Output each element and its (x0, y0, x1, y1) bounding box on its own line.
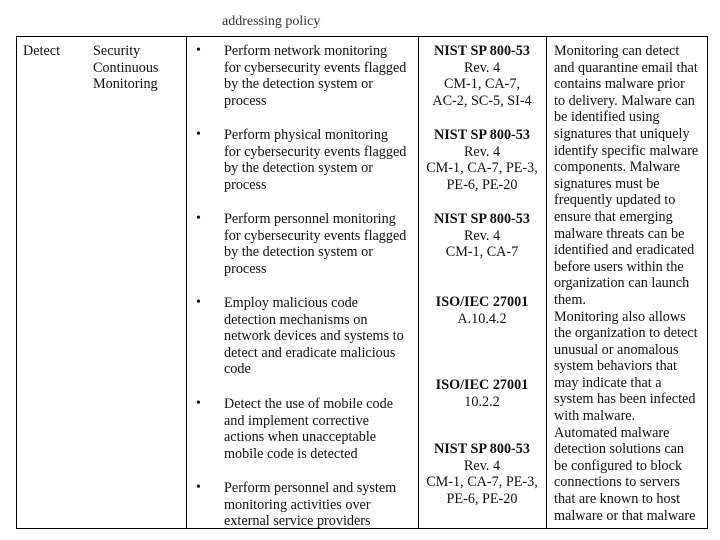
description-line: them. (554, 291, 586, 308)
description-line: malware threats can be (554, 225, 685, 242)
activity-line: network devices and systems to (224, 328, 404, 345)
reference-line: PE-6, PE-20 (446, 176, 518, 193)
activity-item (196, 43, 418, 109)
column-border-description (546, 36, 547, 528)
bullet-icon: • (196, 211, 201, 226)
activity-line: monitoring activities over (224, 496, 371, 513)
description-line: Monitoring also allows (554, 308, 686, 325)
reference-line: Rev. 4 (463, 457, 501, 474)
description-line: unusual or anomalous (554, 341, 679, 358)
activity-item (196, 127, 418, 193)
column-border-right (707, 36, 708, 528)
activity-item (196, 211, 418, 277)
reference-block (419, 377, 545, 410)
reference-block (419, 211, 545, 261)
description-line: identified and eradicated (554, 242, 695, 259)
reference-line: Rev. 4 (463, 227, 501, 244)
activity-line: Perform network monitoring (224, 43, 388, 59)
activity-line: for cybersecurity events flagged (224, 143, 407, 160)
reference-line: CM-1, CA-7, PE-3, (426, 474, 538, 491)
description-line: and quarantine email that (554, 59, 698, 76)
description-line: before users within the (554, 258, 684, 275)
description-line: connections to servers (554, 474, 681, 491)
activity-line: by the detection system or (224, 160, 373, 177)
description-line: system behaviors that (554, 358, 677, 375)
activity-line: Detect the use of mobile code (224, 396, 394, 412)
activity-line: Perform personnel and system (224, 480, 397, 496)
reference-block (419, 127, 545, 193)
description-line: Monitoring can detect (554, 43, 680, 59)
bullet-icon: • (196, 127, 201, 142)
description-line: be identified using (554, 109, 660, 126)
description-line: detection solutions can (554, 441, 685, 458)
bullet-icon: • (196, 480, 201, 495)
description-line: malware or that malware (554, 507, 696, 524)
reference-standard: NIST SP 800-53 (434, 127, 530, 143)
function-cell: Detect (23, 43, 61, 59)
reference-standard: ISO/IEC 27001 (435, 294, 529, 310)
category-line: Continuous (93, 59, 159, 76)
reference-line: Rev. 4 (463, 143, 501, 160)
activity-item (196, 480, 418, 530)
activity-line: process (224, 176, 267, 193)
activity-line: actions when unacceptable (224, 429, 377, 446)
reference-block (419, 43, 545, 109)
category-line: Monitoring (93, 76, 158, 93)
description-line: ensure that emerging (554, 208, 673, 225)
cutoff-previous-row-text: addressing policy (222, 14, 321, 29)
reference-standard: NIST SP 800-53 (434, 43, 530, 59)
activity-line: Employ malicious code (224, 295, 358, 311)
activity-line: by the detection system or (224, 244, 373, 261)
description-line: may indicate that a (554, 374, 662, 391)
description-line: the organization to detect (554, 325, 698, 342)
reference-line: Rev. 4 (463, 59, 501, 76)
column-border-left (16, 36, 17, 528)
description-line: to delivery. Malware can (554, 92, 695, 109)
activity-line: detection mechanisms on (224, 311, 368, 328)
description-line: be configured to block (554, 457, 683, 474)
reference-line: 10.2.2 (464, 393, 500, 410)
bullet-icon: • (196, 396, 201, 411)
column-border-category (186, 36, 187, 528)
activity-line: mobile code is detected (224, 445, 358, 462)
reference-line: PE-6, PE-20 (446, 490, 518, 507)
reference-line: A.10.4.2 (457, 310, 507, 327)
description-line: with malware. (554, 408, 636, 425)
description-line: that are known to host (554, 491, 681, 508)
activity-item (196, 396, 418, 462)
description-line: contains malware prior (554, 76, 685, 93)
description-line: organization can launch (554, 275, 690, 292)
activity-line: code (224, 361, 251, 378)
description-line: identify specific malware (554, 142, 699, 159)
table-top-border (16, 36, 708, 37)
description-cell (554, 43, 706, 524)
activity-line: process (224, 260, 267, 277)
description-line: Automated malware (554, 424, 670, 441)
bullet-icon: • (196, 43, 201, 58)
activity-line: and implement corrective (224, 412, 369, 429)
reference-line: CM-1, CA-7, PE-3, (426, 160, 538, 177)
activity-item (196, 295, 418, 378)
bullet-icon: • (196, 295, 201, 310)
category-line: Security (93, 43, 141, 59)
activity-line: external service providers (224, 513, 371, 530)
category-cell (93, 43, 183, 93)
reference-standard: NIST SP 800-53 (434, 211, 530, 227)
description-line: components. Malware (554, 159, 681, 176)
reference-line: CM-1, CA-7 (445, 244, 519, 261)
description-line: signatures that uniquely (554, 125, 690, 142)
reference-block (419, 441, 545, 507)
activity-line: Perform personnel monitoring (224, 211, 396, 227)
reference-block (419, 294, 545, 327)
description-line: frequently updated to (554, 192, 676, 209)
reference-line: CM-1, CA-7, (443, 76, 521, 93)
reference-standard: ISO/IEC 27001 (435, 377, 529, 393)
activity-line: Perform physical monitoring (224, 127, 388, 143)
activity-line: for cybersecurity events flagged (224, 59, 407, 76)
activity-line: detect and eradicate malicious (224, 344, 396, 361)
activity-line: for cybersecurity events flagged (224, 227, 407, 244)
description-line: system has been infected (554, 391, 696, 408)
reference-standard: NIST SP 800-53 (434, 441, 530, 457)
description-line: signatures must be (554, 175, 660, 192)
activity-line: process (224, 92, 267, 109)
reference-line: AC-2, SC-5, SI-4 (432, 92, 532, 109)
activity-line: by the detection system or (224, 76, 373, 93)
